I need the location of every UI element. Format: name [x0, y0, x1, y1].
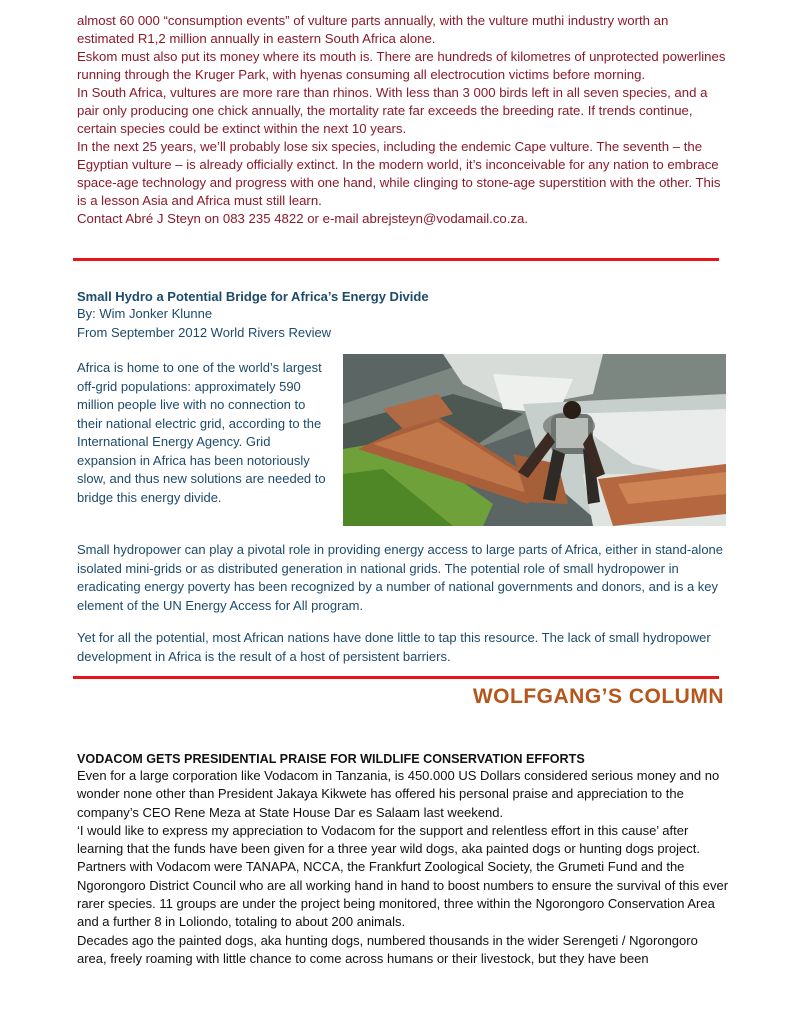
vulture-paragraph: In South Africa, vultures are more rare than rhinos. With less than 3 000 birds left in all seven species, and a pair only producing one chick annually, the mortality rate far exceeds the breeding rate. If trends continue, certain species could be extinct within the next 10 years.	[77, 85, 708, 136]
column-paragraph: ‘I would like to express my appreciation to Vodacom for the support and relentless effort in this cause’ after learning that the funds have been given for a three year wild dogs, aka painted dogs or hunting dogs project.	[77, 822, 700, 857]
column-paragraph: Partners with Vodacom were TANAPA, NCCA, the Frankfurt Zoological Society, the Grumeti Fund and the Ngorongoro District Council who are all working hand in hand to boost numbers to ensure the survival of this ever rarer species. 11 groups are under the project being monitored, three within the Ngorongoro Conservation Area and a further 8 in Loliondo, totaling to about 200 animals.	[77, 859, 729, 930]
hydro-paragraph-3: Yet for all the potential, most African nations have done little to tap this resource. The lack of small hydropower development in Africa is the result of a host of persistent barriers.	[77, 630, 711, 664]
hydro-paragraph-2: Small hydropower can play a pivotal role in providing energy access to large parts of Africa, either in stand-alone isolated mini-grids or as distributed generation in national grids. The potential role of small hydropower in eradicating energy poverty has been recognized by a number of national governments and donors, and is a key element of the UN Energy Access for All program.	[77, 542, 724, 613]
vulture-paragraph: Eskom must also put its money where its mouth is. There are hundreds of kilometres of unprotected powerlines running through the Kruger Park, with hyenas consuming all electrocution victims before morning.	[77, 49, 726, 82]
vulture-paragraph: almost 60 000 “consumption events” of vulture parts annually, with the vulture muthi industry worth an estimated R1,2 million annually in eastern South Africa alone.	[77, 13, 669, 46]
column-title: WOLFGANG’S COLUMN	[472, 685, 724, 708]
section-divider	[73, 676, 719, 679]
hydro-byline: By: Wim Jonker Klunne	[77, 306, 213, 321]
hydro-photo	[343, 354, 726, 526]
hydro-headline: Small Hydro a Potential Bridge for Africa’s Energy Divide	[77, 289, 429, 304]
vulture-contact: Contact Abré J Steyn on 083 235 4822 or e-mail abrejsteyn@vodamail.co.za.	[77, 211, 529, 226]
vulture-paragraph: In the next 25 years, we’ll probably lose six species, including the endemic Cape vulture. The seventh – the Egyptian vulture – is already officially extinct. In the modern world, it’s inconceivable for any nation to embrace space-age technology and progress with one hand, while clinging to stone-age superstition with the other. This is a lesson Asia and Africa must still learn.	[77, 139, 721, 208]
column-paragraph: Even for a large corporation like Vodacom in Tanzania, is 450.000 US Dollars considered serious money and no wonder none other than President Jakaya Kikwete has offered his personal praise and appreciation to the company’s CEO Rene Meza at State House Dar es Salaam last weekend.	[77, 768, 720, 820]
hydro-source: From September 2012 World Rivers Review	[77, 324, 332, 340]
hydro-intro: Africa is home to one of the world’s largest off-grid populations: approximately 590 million people live with no connection to their national electric grid, according to the International Energy Agency. Grid expansion in Africa has been notoriously slow, and thus new solutions are needed to bridge this energy divide.	[77, 360, 326, 505]
hydro-byline-block	[77, 305, 717, 342]
hydro-photo-image	[343, 354, 726, 526]
column-paragraph: Decades ago the painted dogs, aka hunting dogs, numbered thousands in the wider Serengeti / Ngorongoro area, freely roaming with little chance to come across humans or their livestock, but they have been	[77, 932, 698, 966]
column-body	[77, 767, 729, 968]
vulture-article-continuation	[77, 12, 727, 228]
section-divider	[73, 258, 719, 261]
column-headline: VODACOM GETS PRESIDENTIAL PRAISE FOR WILDLIFE CONSERVATION EFFORTS	[77, 752, 585, 766]
